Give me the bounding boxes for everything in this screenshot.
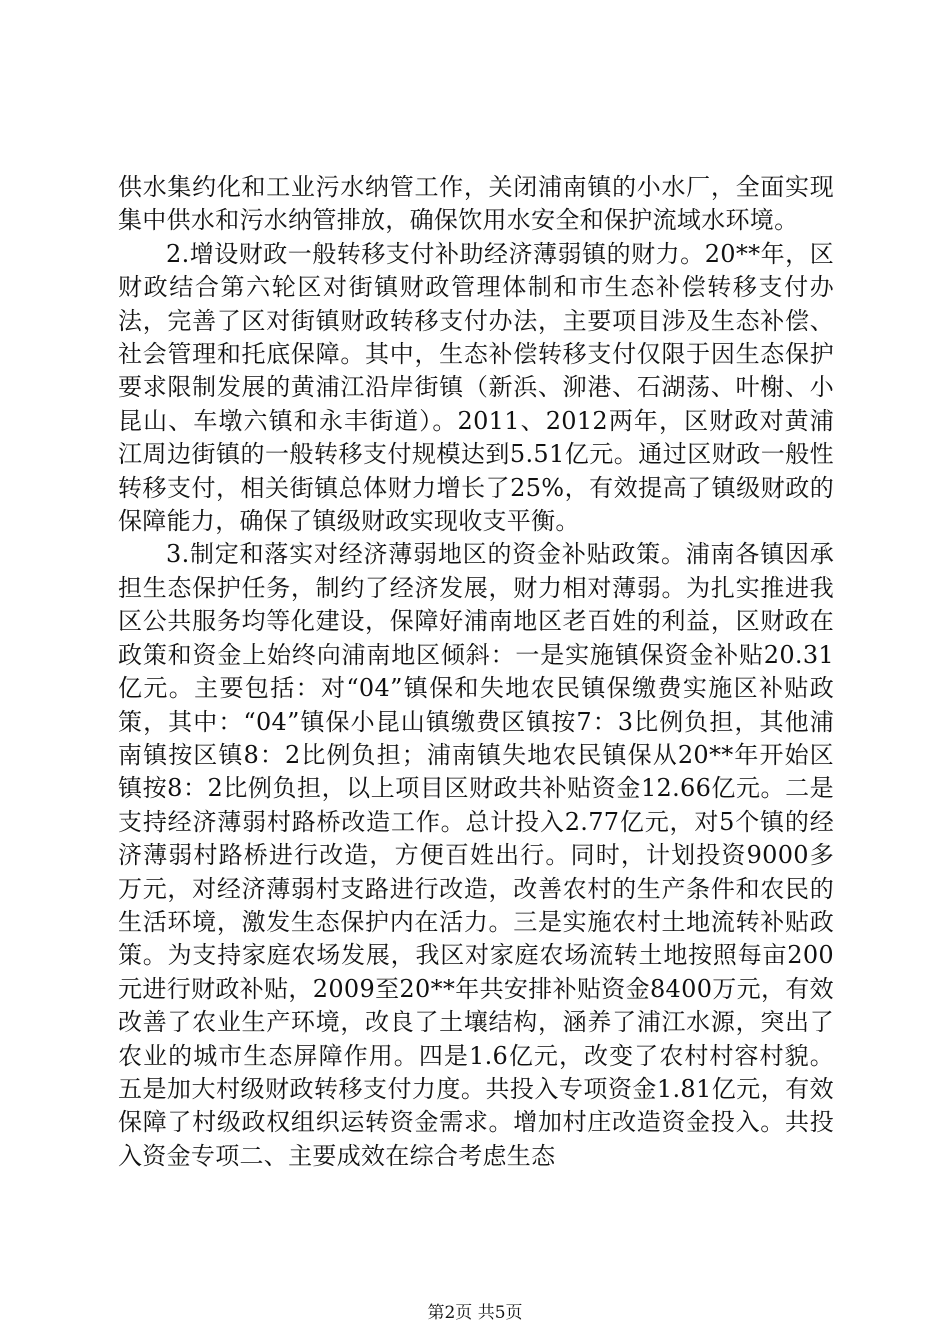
document-body <box>118 171 834 1173</box>
page-number: 第2页 共5页 <box>427 1303 523 1323</box>
paragraph-water-supply: 供水集约化和工业污水纳管工作，关闭浦南镇的小水厂，全面实现集中供水和污水纳管排放，确保饮用水安全和保护流域水环境。 <box>118 173 834 235</box>
paragraph-transfer-payment: 2.增设财政一般转移支付补助经济薄弱镇的财力。20**年，区财政结合第六轮区对街镇财政管理体制和市生态补偿转移支付办法，完善了区对街镇财政转移支付办法，主要项目涉及生态补偿、社会管理和托底保障。其中，生态补偿转移支付仅限于因生态保护要求限制发展的黄浦江沿岸街镇（新浜、泖港、石湖荡、叶榭、小昆山、车墩六镇和永丰街道）。2011、2012两年，区财政对黄浦江周边街镇的一般转移支付规模达到5.51亿元。通过区财政一般性转移支付，相关街镇总体财力增长了25%，有效提高了镇级财政的保障能力，确保了镇级财政实现收支平衡。 <box>118 239 834 536</box>
page-footer <box>0 1302 950 1324</box>
paragraph-subsidy-policy: 3.制定和落实对经济薄弱地区的资金补贴政策。浦南各镇因承担生态保护任务，制约了经济发展，财力相对薄弱。为扎实推进我区公共服务均等化建设，保障好浦南地区老百姓的利益，区财政在政策和资金上始终向浦南地区倾斜：一是实施镇保资金补贴20.31亿元。主要包括：对“04”镇保和失地农民镇保缴费实施区补贴政策，其中：“04”镇保小昆山镇缴费区镇按7：3比例负担，其他浦南镇按区镇8：2比例负担；浦南镇失地农民镇保从20**年开始区镇按8：2比例负担，以上项目区财政共补贴资金12.66亿元。二是支持经济薄弱村路桥改造工作。总计投入2.77亿元，对5个镇的经济薄弱村路桥进行改造，方便百姓出行。同时，计划投资9000多万元，对经济薄弱村支路进行改造，改善农村的生产条件和农民的生活环境，激发生态保护内在活力。三是实施农村土地流转补贴政策。为支持家庭农场发展，我区对家庭农场流转土地按照每亩200元进行财政补贴，2009至20**年共安排补贴资金8400万元，有效改善了农业生产环境，改良了土壤结构，涵养了浦江水源，突出了农业的城市生态屏障作用。四是1.6亿元，改变了农村村容村貌。五是加大村级财政转移支付力度。共投入专项资金1.81亿元，有效保障了村级政权组织运转资金需求。增加村庄改造资金投入。共投入资金专项二、主要成效在综合考虑生态 <box>118 540 834 1170</box>
